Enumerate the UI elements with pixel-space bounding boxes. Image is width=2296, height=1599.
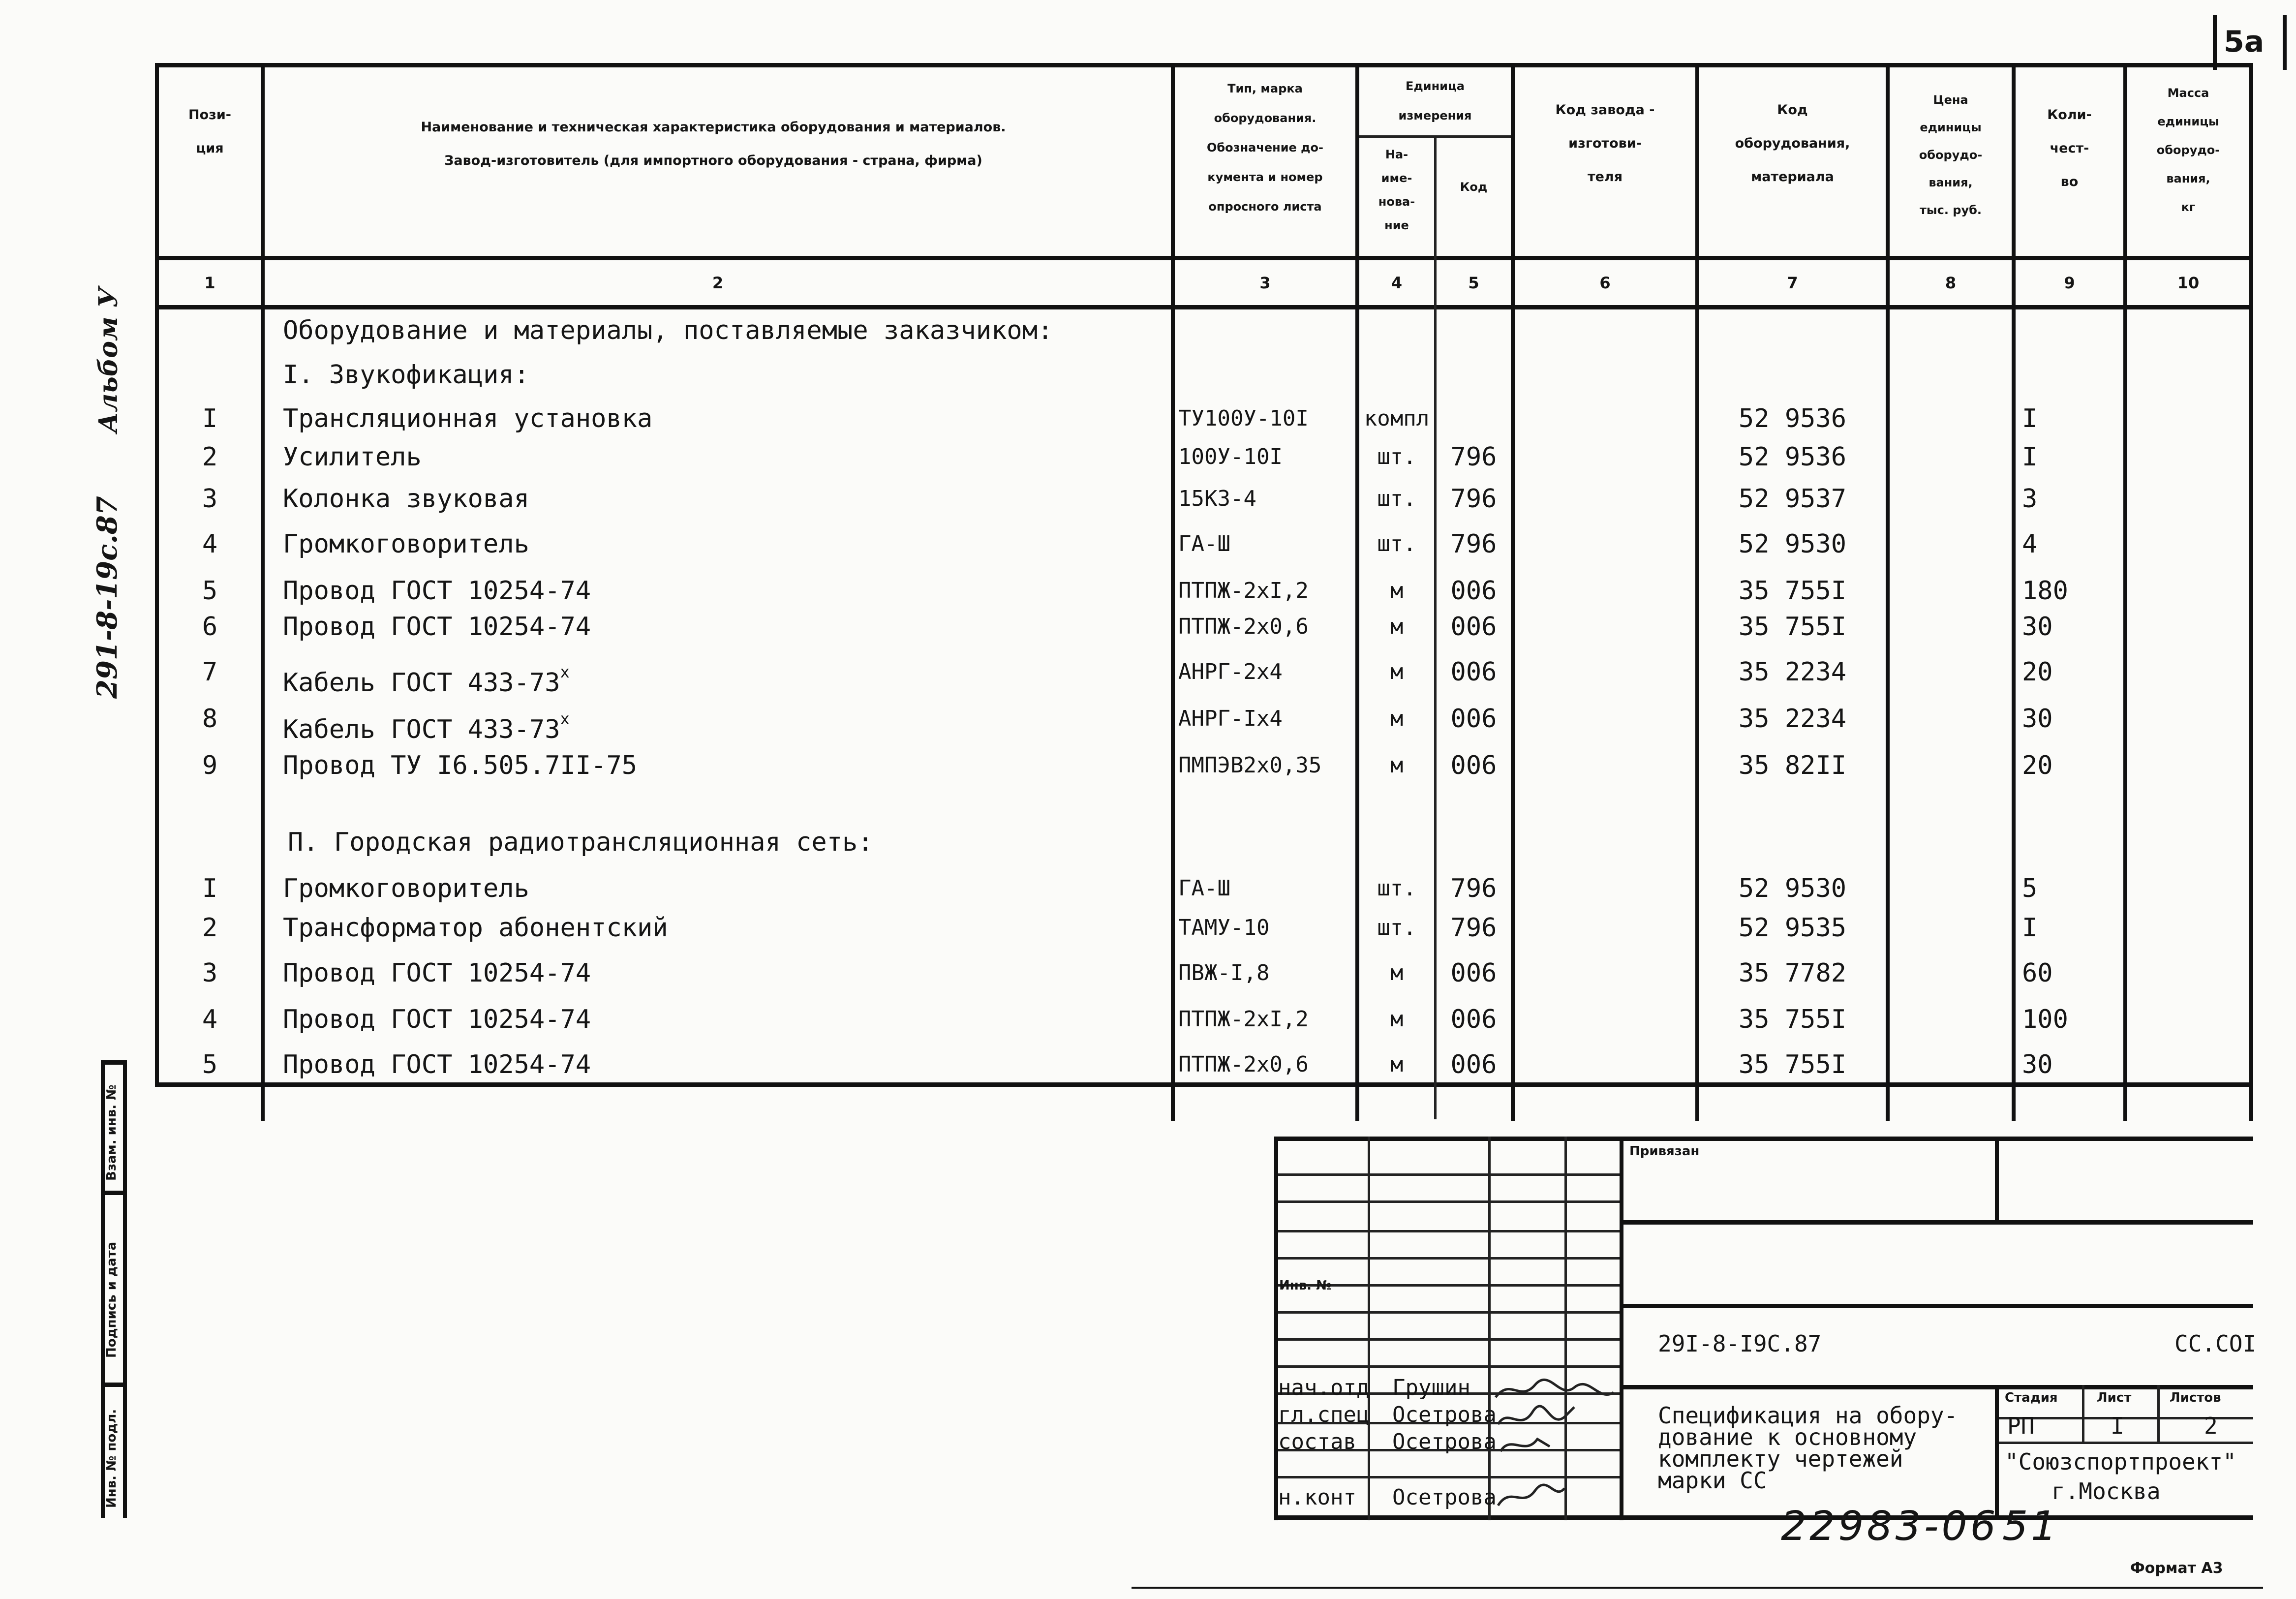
- row-type: ПТПЖ-2хI,2: [1178, 578, 1309, 603]
- row-unit: компл: [1364, 406, 1430, 431]
- row-code: 52 9536: [1738, 442, 1847, 472]
- row-type: ПМПЭВ2х0,35: [1178, 753, 1322, 778]
- row-unit: м: [1390, 614, 1404, 639]
- row-code: 52 9537: [1738, 484, 1847, 514]
- row-name: Провод ГОСТ 10254-74: [283, 576, 591, 606]
- row-qty: 30: [2022, 1050, 2053, 1079]
- staff-role-3: состав: [1278, 1429, 1356, 1454]
- row-unit: м: [1390, 753, 1404, 778]
- column-number-6: 6: [1599, 274, 1611, 292]
- row-code: 35 82II: [1738, 751, 1847, 780]
- row-qty: 4: [2022, 529, 2038, 559]
- row-qty: I: [2022, 404, 2038, 433]
- row-code: 52 9535: [1738, 913, 1847, 943]
- row-name: Усилитель: [283, 442, 422, 472]
- column-number-1: 1: [204, 274, 215, 292]
- section1-title: I. Звукофикация:: [283, 360, 529, 390]
- row-ucode: 006: [1450, 1005, 1497, 1034]
- row-name: Трансформатор абонентский: [283, 913, 668, 943]
- row-qty: 5: [2022, 874, 2038, 903]
- row-type: ПТПЖ-2хI,2: [1178, 1007, 1309, 1032]
- stamp-inv-no-original: Инв. № подл.: [104, 1409, 119, 1508]
- row-ucode: 006: [1450, 612, 1497, 642]
- organization-name: "Союзспортпроект": [2005, 1448, 2236, 1475]
- sheet-value: I: [2111, 1413, 2124, 1439]
- row-qty: 60: [2022, 958, 2053, 988]
- row-pos: 8: [202, 704, 218, 734]
- row-code: 52 9536: [1738, 404, 1847, 433]
- row-name: Провод ГОСТ 10254-74: [283, 958, 591, 988]
- row-type: АНРГ-Iх4: [1178, 706, 1283, 731]
- document-mark: СС.СОI: [2174, 1330, 2257, 1357]
- row-ucode: 006: [1450, 576, 1497, 606]
- header-factory-code: Код завода - изготови- теля: [1555, 102, 1655, 184]
- row-qty: 30: [2022, 612, 2053, 642]
- header-position: Пози- ция: [188, 107, 231, 156]
- row-name-superscript: х: [560, 709, 570, 728]
- row-pos: 3: [202, 958, 218, 988]
- row-name-superscript: х: [560, 663, 570, 681]
- header-unit-group: Единица измерения: [1398, 79, 1472, 123]
- header-type-mark: Тип, марка оборудования. Обозначение до- кумента и номер опросного листа: [1207, 82, 1323, 214]
- row-ucode: 006: [1450, 704, 1497, 734]
- row-qty: I: [2022, 913, 2038, 943]
- row-pos: 4: [202, 1005, 218, 1034]
- row-name: Провод ТУ I6.505.7II-75: [283, 751, 638, 780]
- header-unit-code: Код: [1460, 180, 1488, 194]
- side-document-code: 291-8-19с.87: [91, 496, 123, 699]
- sheets-value: 2: [2204, 1413, 2218, 1439]
- section-heading: Оборудование и материалы, поставляемые заказчиком:: [283, 316, 1053, 345]
- row-name: Провод ГОСТ 10254-74: [283, 1050, 591, 1079]
- row-ucode: 796: [1450, 874, 1497, 903]
- row-ucode: 006: [1450, 958, 1497, 988]
- row-ucode: 796: [1450, 529, 1497, 559]
- sheet-label: Лист: [2097, 1390, 2132, 1405]
- header-price: Цена единицы оборудо- вания, тыс. руб.: [1919, 93, 1983, 217]
- page-number-frame-right: [2283, 15, 2287, 70]
- header-mass: Масса единицы оборудо- вания, кг: [2156, 86, 2220, 214]
- row-pos: 2: [202, 442, 218, 472]
- row-type: ТУ100У-10I: [1178, 406, 1309, 431]
- stage-label: Стадия: [2005, 1390, 2058, 1405]
- privyazan-label: Привязан: [1629, 1144, 1700, 1159]
- row-unit: м: [1390, 659, 1404, 684]
- row-code: 35 2234: [1738, 657, 1847, 687]
- row-qty: 30: [2022, 704, 2053, 734]
- row-name: Кабель ГОСТ $433-73^х$: [283, 709, 570, 744]
- row-pos: 4: [202, 529, 218, 559]
- staff-role-1: нач.отд: [1278, 1375, 1370, 1400]
- column-number-9: 9: [2064, 274, 2075, 292]
- row-type: АНРГ-2х4: [1178, 659, 1283, 684]
- row-pos: I: [202, 404, 218, 433]
- row-type: ПТПЖ-2х0,6: [1178, 614, 1309, 639]
- format-label: Формат А3: [2130, 1560, 2223, 1577]
- column-number-2: 2: [712, 274, 724, 292]
- row-ucode: 006: [1450, 1050, 1497, 1079]
- row-pos: 7: [202, 657, 218, 687]
- page-number-frame: [2213, 15, 2217, 70]
- row-code: 35 2234: [1738, 704, 1847, 734]
- row-name: Громкоговоритель: [283, 529, 529, 559]
- row-unit: м: [1390, 1052, 1404, 1077]
- header-material-code: Код оборудования, материала: [1735, 102, 1850, 184]
- row-pos: 2: [202, 913, 218, 943]
- row-type: ПВЖ-I,8: [1178, 960, 1270, 985]
- registration-number: 22983-06: [1781, 1503, 1999, 1550]
- row-code: 35 755I: [1738, 612, 1847, 642]
- column-number-10: 10: [2177, 274, 2200, 292]
- row-name: Провод ГОСТ 10254-74: [283, 612, 591, 642]
- column-number-4: 4: [1391, 274, 1403, 292]
- row-unit: м: [1390, 1007, 1404, 1032]
- staff-role-2: гл.спец: [1278, 1402, 1370, 1427]
- page-number: 5a: [2224, 25, 2265, 59]
- section2-title: П. Городская радиотрансляционная сеть:: [288, 828, 873, 857]
- row-unit: шт.: [1377, 876, 1416, 901]
- staff-name-3: Осетрова: [1392, 1429, 1497, 1454]
- row-qty: 100: [2022, 1005, 2068, 1034]
- row-unit: м: [1390, 578, 1404, 603]
- row-type: 15К3-4: [1178, 486, 1256, 511]
- row-type: ПТПЖ-2х0,6: [1178, 1052, 1309, 1077]
- row-code: 52 9530: [1738, 529, 1847, 559]
- column-number-5: 5: [1468, 274, 1479, 292]
- row-ucode: 006: [1450, 657, 1497, 687]
- row-qty: 20: [2022, 657, 2053, 687]
- row-pos: I: [202, 874, 218, 903]
- album-label: Альбом У: [93, 287, 123, 433]
- row-ucode: 796: [1450, 913, 1497, 943]
- row-qty: 180: [2022, 576, 2068, 606]
- row-type: ТАМУ-10: [1178, 915, 1270, 940]
- row-name: Трансляционная установка: [283, 404, 653, 433]
- row-unit: шт.: [1377, 486, 1416, 511]
- row-unit: м: [1390, 960, 1404, 985]
- row-ucode: 796: [1450, 442, 1497, 472]
- row-pos: 6: [202, 612, 218, 642]
- sheets-label: Листов: [2170, 1390, 2221, 1405]
- row-code: 35 755I: [1738, 1005, 1847, 1034]
- staff-name-4: Осетрова: [1392, 1485, 1497, 1510]
- row-pos: 3: [202, 484, 218, 514]
- row-unit: шт.: [1377, 915, 1416, 940]
- column-number-7: 7: [1787, 274, 1798, 292]
- column-number-3: 3: [1259, 274, 1271, 292]
- header-quantity: Коли- чест- во: [2047, 107, 2092, 189]
- bottom-page-number: 51: [2002, 1503, 2060, 1550]
- row-qty: I: [2022, 442, 2038, 472]
- header-unit-name: На- име- нова- ние: [1378, 148, 1415, 232]
- inv-no-label: Инв. №: [1279, 1278, 1332, 1293]
- header-name: Наименование и техническая характеристика оборудования и материалов. Завод-изготовитель (для импортного оборудования - страна, фирма): [421, 120, 1006, 168]
- row-code: 52 9530: [1738, 874, 1847, 903]
- row-type: ГА-Ш: [1178, 876, 1230, 901]
- row-unit: шт.: [1377, 531, 1416, 556]
- row-name: Громкоговоритель: [283, 874, 529, 903]
- row-name: Кабель ГОСТ $433-73^х$: [283, 663, 570, 698]
- column-number-8: 8: [1945, 274, 1957, 292]
- row-unit: шт.: [1377, 444, 1416, 469]
- row-qty: 20: [2022, 751, 2053, 780]
- row-name: Колонка звуковая: [283, 484, 529, 514]
- row-ucode: 796: [1450, 484, 1497, 514]
- staff-name-2: Осетрова: [1392, 1402, 1497, 1427]
- stamp-signature-date: Подпись и дата: [104, 1241, 119, 1358]
- stamp-replacement-inv: Взам. инв. №: [104, 1084, 119, 1181]
- row-type: 100У-10I: [1178, 444, 1283, 469]
- row-ucode: 006: [1450, 751, 1497, 780]
- row-unit: м: [1390, 706, 1404, 731]
- row-qty: 3: [2022, 484, 2038, 514]
- organization-city: г.Москва: [2051, 1478, 2161, 1505]
- document-number: 29I-8-I9С.87: [1658, 1330, 1822, 1357]
- signatures-image: [1491, 1373, 1623, 1515]
- row-code: 35 7782: [1738, 958, 1847, 988]
- staff-name-1: Грушин: [1392, 1375, 1470, 1400]
- row-pos: 5: [202, 576, 218, 606]
- row-name: Провод ГОСТ 10254-74: [283, 1005, 591, 1034]
- row-pos: 9: [202, 751, 218, 780]
- staff-role-4: н.конт: [1278, 1485, 1356, 1510]
- row-code: 35 755I: [1738, 576, 1847, 606]
- row-pos: 5: [202, 1050, 218, 1079]
- row-code: 35 755I: [1738, 1050, 1847, 1079]
- row-type: ГА-Ш: [1178, 531, 1230, 556]
- document-description: Спецификация на обору- дование к основному комплекту чертежей марки СС: [1658, 1402, 1958, 1494]
- stage-value: РП: [2007, 1413, 2035, 1439]
